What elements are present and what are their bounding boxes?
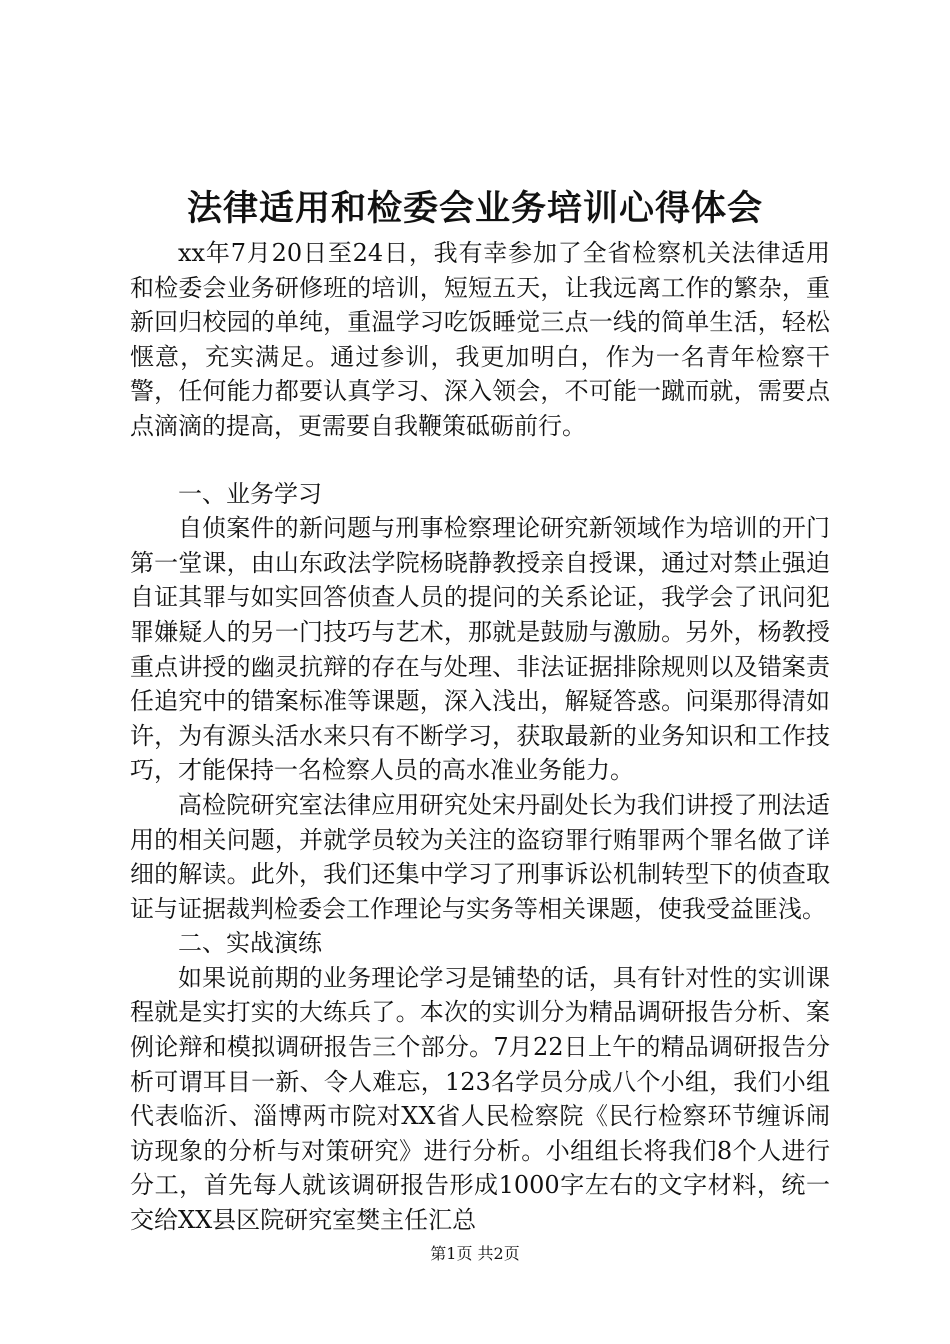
body-paragraph: 高检院研究室法律应用研究处宋丹副处长为我们讲授了刑法适用的相关问题，并就学员较为关注的盗窃罪行贿罪两个罪名做了详细的解读。此外，我们还集中学习了刑事诉讼机制转型下的侦查取证与证据裁判检委会工作理论与实务等相关课题，使我受益匪浅。 <box>130 790 830 923</box>
document-title: 法律适用和检委会业务培训心得体会 <box>186 188 763 229</box>
section-heading-practical-drill: 二、实战演练 <box>178 929 322 958</box>
section-heading-business-study: 一、业务学习 <box>178 479 322 508</box>
document-body <box>130 236 830 1238</box>
paragraph-gap <box>130 444 830 477</box>
intro-paragraph: xx年7月20日至24日，我有幸参加了全省检察机关法律适用和检委会业务研修班的培训，短短五天，让我远离工作的繁杂，重新回归校园的单纯，重温学习吃饭睡觉三点一线的简单生活，轻松惬意，充实满足。通过参训，我更加明白，作为一名青年检察干警，任何能力都要认真学习、深入领会，不可能一蹴而就，需要点点滴滴的提高，更需要自我鞭策砥砺前行。 <box>130 239 830 440</box>
body-paragraph: 自侦案件的新问题与刑事检察理论研究新领域作为培训的开门第一堂课，由山东政法学院杨晓静教授亲自授课，通过对禁止强迫自证其罪与如实回答侦查人员的提问的关系论证，我学会了讯问犯罪嫌疑人的另一门技巧与艺术，那就是鼓励与激励。另外，杨教授重点讲授的幽灵抗辩的存在与处理、非法证据排除规则以及错案责任追究中的错案标准等课题，深入浅出，解疑答惑。问渠那得清如许，为有源头活水来只有不断学习，获取最新的业务知识和工作技巧，才能保持一名检察人员的高水准业务能力。 <box>130 514 830 785</box>
page-footer: 第1页 共2页 <box>430 1244 520 1263</box>
body-paragraph: 如果说前期的业务理论学习是铺垫的话，具有针对性的实训课程就是实打实的大练兵了。本次的实训分为精品调研报告分析、案例论辩和模拟调研报告三个部分。7月22日上午的精品调研报告分析可谓耳目一新、令人难忘，123名学员分成八个小组，我们小组代表临沂、淄博两市院对XX省人民检察院《民行检察环节缠诉闹访现象的分析与对策研究》进行分析。小组组长将我们8个人进行分工，首先每人就该调研报告形成1000字左右的文字材料，统一交给XX县区院研究室樊主任汇总 <box>130 963 830 1235</box>
